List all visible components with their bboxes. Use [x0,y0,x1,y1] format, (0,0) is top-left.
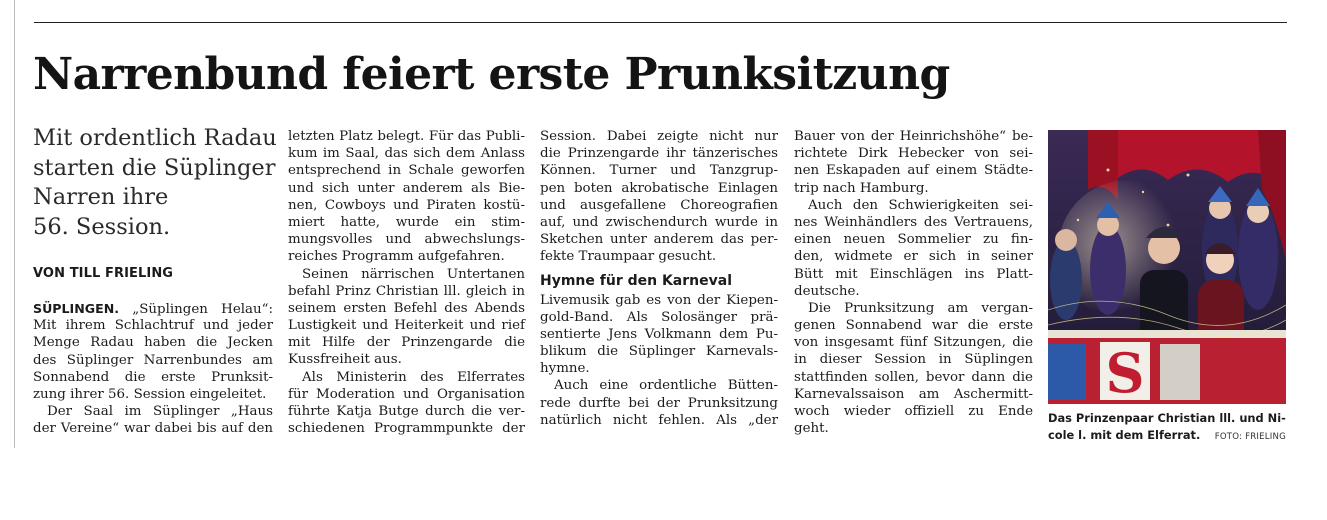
body-line: Livemusik gab es von der Kiepen- [540,292,778,308]
body-line: des Süplinger Narrenbundes am [33,352,273,368]
body-line: SÜPLINGEN. „Süplingen Helau“: [33,301,273,317]
body-line: reiches Programm aufgefahren. [288,249,505,265]
deck [33,124,277,242]
body-line: hymne. [540,361,590,377]
body-line: mungsvolles und abwechslungs- [288,232,525,248]
deck-line: Mit ordentlich Radau [33,125,277,151]
body-line: für Moderation und Organisation [288,386,525,402]
body-line: gold-Band. Als Solosänger prä- [540,309,778,325]
body-line: Als Ministerin des Elferrates [302,369,525,385]
body-column-1 [33,300,273,438]
photo-credit: FOTO: FRIELING [1214,432,1286,442]
body-line: Können. Turner und Tanzgrup- [540,163,778,179]
body-line: Bauer von der Heinrichshöhe“ be- [794,129,1033,144]
article-photo [1048,130,1286,404]
body-line: seinem ersten Befehl des Abends [288,300,525,316]
body-line: Seinen närrischen Untertanen [302,266,525,282]
caption-line: Das Prinzenpaar Christian lll. und Ni- [1048,411,1286,425]
body-line: in dieser Session in Süplingen [794,352,1033,368]
body-line: und ausgefallene Choreografien [540,197,778,213]
body-line: letzten Platz belegt. Für das Publi- [288,129,525,144]
body-line: Der Saal im Süplinger „Haus [47,404,273,420]
body-line: woch wieder offiziell zu Ende [794,404,1033,419]
body-line: rede durfte bei der Prunksitzung [540,395,778,411]
body-line: befahl Prinz Christian lll. gleich in [288,283,525,299]
body-line: Auch den Schwierigkeiten sei- [808,197,1033,213]
body-line: Sketchen unter anderem das per- [540,232,778,248]
deck-line: 56. Session. [33,213,171,240]
body-line: der Vereine“ war dabei bis auf den [33,421,273,437]
body-line: Sonnabend die erste Prunksit- [33,369,273,385]
caption-line: cole l. mit dem Elferrat. [1048,428,1201,442]
photo-illustration [1048,130,1286,404]
body-line: Session. Dabei zeigte nicht nur [540,129,778,144]
body-line: Menge Radau haben die Jecken [33,335,273,351]
body-line: nen Eskapaden auf einem Städte- [794,163,1033,179]
body-line: die Prinzengarde ihr tänzerisches [540,146,778,162]
body-line: stattfinden sollen, bevor dann die [794,369,1033,385]
body-line: Die Prunksitzung am vergan- [808,300,1033,316]
byline: VON TILL FRIELING [33,266,174,281]
body-line: deutsche. [794,283,860,299]
deck-line: starten die Süplinger [33,154,276,181]
subheading: Hymne für den Karneval [540,272,732,289]
body-line: von insgesamt fünf Sitzungen, die [794,335,1033,351]
body-column-2 [288,128,525,437]
body-line: richtete Dirk Hebecker von sei- [794,146,1033,162]
body-line: Kussfreiheit aus. [288,352,402,368]
body-line: nes Weinhändlers des Vertrauens, [794,214,1033,230]
body-line: Lustigkeit und Heiterkeit und rief [288,318,525,334]
body-line: schiedenen Programmpunkte der [288,421,525,437]
body-line: Auch eine ordentliche Bütten- [554,378,778,394]
body-line: genen Sonnabend war die erste [794,318,1033,334]
deck-line: Narren ihre [33,184,169,210]
body-column-3 [540,128,778,429]
body-line: nen, Cowboys und Piraten kostü- [288,197,525,213]
body-line: trip nach Hamburg. [794,180,929,196]
body-line: natürlich nicht fehlen. Als „der [540,412,778,428]
body-line: den, widmete er sich in seiner [794,249,1033,265]
body-line: miert hatte, wurde ein stim- [288,214,525,230]
headline: Narrenbund feiert erste Prunksitzung [33,49,950,100]
body-line: kum im Saal, das sich dem Anlass [288,146,525,162]
body-line: einen neuen Sommelier zu fin- [794,232,1033,248]
body-line: Mit ihrem Schlachtruf und jeder [33,318,273,334]
body-line: zung ihrer 56. Session eingeleitet. [33,386,267,402]
body-line: sentierte Jens Volkmann dem Pu- [540,326,778,342]
body-line: Bütt mit Einschlägen ins Platt- [794,266,1033,282]
body-line: entsprechend in Schale geworfen [288,163,525,179]
body-column-4 [794,128,1033,437]
body-line: blikum die Süplinger Karnevals- [540,344,778,360]
body-line: und sich unter anderem als Bie- [288,180,525,196]
dateline: SÜPLINGEN. [33,301,120,316]
body-line: geht. [794,421,829,437]
body-line: Karnevalssaison am Aschermitt- [794,386,1033,402]
svg-text:S: S [1105,341,1145,404]
body-line: fekte Traumpaar gesucht. [540,249,717,265]
body-line: auf, und zwischendurch wurde in [540,214,778,230]
body-line: mit Hilfe der Prinzengarde die [288,335,525,351]
body-line: führte Katja Butge durch die ver- [288,404,525,419]
left-column-rule [14,0,15,448]
body-line: pen boten akrobatische Einlagen [540,180,778,196]
top-rule [34,22,1287,23]
